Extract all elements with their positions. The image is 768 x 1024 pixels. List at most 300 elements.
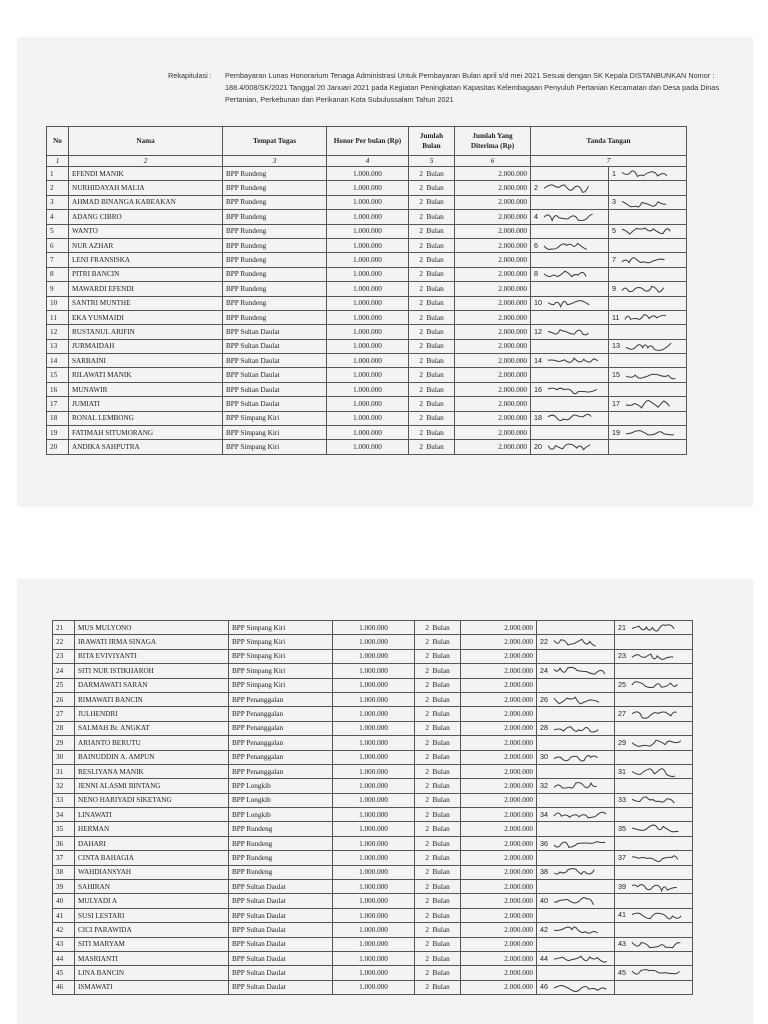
bulan-unit: Bulan bbox=[426, 313, 444, 322]
bulan-unit: Bulan bbox=[432, 882, 450, 891]
row-honor: 1.000.000 bbox=[327, 253, 409, 267]
signature-scribble bbox=[628, 967, 686, 979]
row-honor: 1.000.000 bbox=[333, 836, 415, 850]
signature-cell-left bbox=[531, 325, 609, 339]
row-no: 30 bbox=[53, 750, 75, 764]
row-honor: 1.000.000 bbox=[333, 937, 415, 951]
signature-cell-left bbox=[531, 296, 609, 310]
bulan-unit: Bulan bbox=[426, 256, 444, 265]
signature-cell-right bbox=[609, 368, 687, 382]
table-row bbox=[53, 664, 693, 678]
row-nama: JURMAIDAH bbox=[69, 339, 223, 353]
row-jumlah-diterima: 2.000.000 bbox=[455, 440, 531, 454]
header-jumlah-bulan: Jumlah Bulan bbox=[409, 127, 455, 156]
signature-scribble bbox=[628, 910, 686, 922]
row-honor: 1.000.000 bbox=[333, 649, 415, 663]
row-no: 32 bbox=[53, 779, 75, 793]
table-row bbox=[53, 851, 693, 865]
row-tempat-tugas: BPP Rundeng bbox=[223, 195, 327, 209]
col-index: 2 bbox=[69, 156, 223, 167]
signature-scribble bbox=[540, 211, 598, 223]
row-honor: 1.000.000 bbox=[327, 411, 409, 425]
col-index: 4 bbox=[327, 156, 409, 167]
signature-number: 6 bbox=[534, 240, 538, 250]
bulan-count: 2 bbox=[419, 313, 423, 322]
table-row bbox=[53, 923, 693, 937]
row-nama: SUSI LESTARI bbox=[75, 908, 229, 922]
row-jumlah-diterima: 2.000.000 bbox=[461, 951, 537, 965]
signature-cell-right bbox=[615, 937, 693, 951]
bulan-count: 2 bbox=[419, 198, 423, 207]
signature-number: 13 bbox=[612, 341, 620, 351]
signature-cell-left bbox=[531, 210, 609, 224]
bulan-count: 2 bbox=[419, 371, 423, 380]
table-row bbox=[47, 195, 687, 209]
row-honor: 1.000.000 bbox=[333, 764, 415, 778]
signature-cell-left bbox=[537, 808, 615, 822]
row-honor: 1.000.000 bbox=[327, 382, 409, 396]
signature-cell-right bbox=[615, 880, 693, 894]
signature-number: 41 bbox=[618, 910, 626, 920]
row-nama: HERMAN bbox=[75, 822, 229, 836]
signature-number: 31 bbox=[618, 766, 626, 776]
header-no: No bbox=[47, 127, 69, 156]
signature-cell-right bbox=[609, 426, 687, 440]
row-jumlah-bulan bbox=[415, 980, 461, 994]
signature-scribble bbox=[544, 326, 602, 338]
signature-cell-right bbox=[615, 808, 693, 822]
bulan-count: 2 bbox=[425, 724, 429, 733]
signature-scribble bbox=[628, 622, 686, 634]
row-nama: MUS MULYONO bbox=[75, 621, 229, 635]
signature-cell-left bbox=[537, 980, 615, 994]
signature-cell-right bbox=[609, 411, 687, 425]
row-tempat-tugas: BPP Simpang Kiri bbox=[223, 426, 327, 440]
signature-scribble bbox=[540, 268, 598, 280]
col-index: 7 bbox=[531, 156, 687, 167]
row-tempat-tugas: BPP Sultan Daulat bbox=[223, 397, 327, 411]
row-jumlah-diterima: 2.000.000 bbox=[461, 635, 537, 649]
row-jumlah-bulan bbox=[409, 325, 455, 339]
row-no: 46 bbox=[53, 980, 75, 994]
signature-scribble bbox=[622, 427, 680, 439]
bulan-count: 2 bbox=[425, 753, 429, 762]
row-jumlah-bulan bbox=[409, 368, 455, 382]
row-jumlah-diterima: 2.000.000 bbox=[455, 181, 531, 195]
signature-cell-right bbox=[615, 678, 693, 692]
row-nama: RESLIYANA MANIK bbox=[75, 764, 229, 778]
signature-cell-left bbox=[537, 822, 615, 836]
row-jumlah-diterima: 2.000.000 bbox=[461, 692, 537, 706]
table-row bbox=[47, 238, 687, 252]
signature-scribble bbox=[550, 866, 608, 878]
row-jumlah-bulan bbox=[415, 750, 461, 764]
table-row bbox=[53, 980, 693, 994]
row-jumlah-diterima: 2.000.000 bbox=[455, 310, 531, 324]
row-jumlah-diterima: 2.000.000 bbox=[455, 167, 531, 181]
signature-cell-right bbox=[609, 224, 687, 238]
row-nama: ADANG CIBRO bbox=[69, 210, 223, 224]
signature-scribble bbox=[544, 412, 602, 424]
row-nama: SITI NUR ISTIKHAROH bbox=[75, 664, 229, 678]
row-tempat-tugas: BPP Rundeng bbox=[229, 822, 333, 836]
signature-scribble bbox=[622, 398, 680, 410]
row-tempat-tugas: BPP Penanggalan bbox=[229, 764, 333, 778]
bulan-count: 2 bbox=[419, 399, 423, 408]
header-tanda-tangan: Tanda Tangan bbox=[531, 127, 687, 156]
row-jumlah-bulan bbox=[415, 822, 461, 836]
table-header-row bbox=[47, 127, 687, 156]
signature-number: 1 bbox=[612, 168, 616, 178]
row-jumlah-bulan bbox=[415, 621, 461, 635]
row-tempat-tugas: BPP Longkib bbox=[229, 779, 333, 793]
table-row bbox=[53, 822, 693, 836]
row-jumlah-bulan bbox=[415, 937, 461, 951]
row-tempat-tugas: BPP Sultan Daulat bbox=[223, 339, 327, 353]
row-honor: 1.000.000 bbox=[333, 635, 415, 649]
row-jumlah-diterima: 2.000.000 bbox=[461, 678, 537, 692]
bulan-count: 2 bbox=[419, 385, 423, 394]
table-row bbox=[47, 224, 687, 238]
signature-cell-right bbox=[609, 282, 687, 296]
signature-scribble bbox=[628, 651, 686, 663]
signature-number: 10 bbox=[534, 298, 542, 308]
table-row bbox=[47, 382, 687, 396]
signature-scribble bbox=[618, 283, 676, 295]
signature-cell-left bbox=[531, 354, 609, 368]
bulan-unit: Bulan bbox=[432, 839, 450, 848]
title-lead: Rekapitulasi : bbox=[168, 71, 212, 80]
bulan-unit: Bulan bbox=[432, 767, 450, 776]
row-nama: SAHIRAN bbox=[75, 880, 229, 894]
bulan-count: 2 bbox=[419, 356, 423, 365]
row-jumlah-diterima: 2.000.000 bbox=[461, 908, 537, 922]
row-tempat-tugas: BPP Simpang Kiri bbox=[229, 621, 333, 635]
row-jumlah-diterima: 2.000.000 bbox=[461, 937, 537, 951]
row-tempat-tugas: BPP Rundeng bbox=[223, 238, 327, 252]
bulan-unit: Bulan bbox=[432, 652, 450, 661]
bulan-unit: Bulan bbox=[432, 638, 450, 647]
bulan-count: 2 bbox=[425, 853, 429, 862]
row-honor: 1.000.000 bbox=[333, 951, 415, 965]
bulan-unit: Bulan bbox=[426, 270, 444, 279]
bulan-unit: Bulan bbox=[432, 681, 450, 690]
signature-number: 20 bbox=[534, 442, 542, 452]
row-no: 15 bbox=[47, 368, 69, 382]
signature-cell-right bbox=[615, 764, 693, 778]
bulan-unit: Bulan bbox=[426, 284, 444, 293]
row-no: 42 bbox=[53, 923, 75, 937]
row-jumlah-bulan bbox=[415, 851, 461, 865]
row-nama: JULHENDRI bbox=[75, 707, 229, 721]
bulan-unit: Bulan bbox=[432, 781, 450, 790]
row-tempat-tugas: BPP Rundeng bbox=[223, 181, 327, 195]
table-row bbox=[53, 707, 693, 721]
table-row bbox=[47, 181, 687, 195]
table-row bbox=[47, 325, 687, 339]
signature-cell-right bbox=[609, 382, 687, 396]
bulan-unit: Bulan bbox=[432, 666, 450, 675]
row-tempat-tugas: BPP Simpang Kiri bbox=[229, 649, 333, 663]
bulan-unit: Bulan bbox=[432, 710, 450, 719]
table-row bbox=[47, 368, 687, 382]
table-row bbox=[53, 908, 693, 922]
row-tempat-tugas: BPP Rundeng bbox=[229, 865, 333, 879]
signature-scribble bbox=[622, 340, 680, 352]
row-jumlah-diterima: 2.000.000 bbox=[461, 822, 537, 836]
table-row bbox=[53, 865, 693, 879]
row-nama: RIMAWATI BANCIN bbox=[75, 692, 229, 706]
row-honor: 1.000.000 bbox=[333, 980, 415, 994]
row-jumlah-diterima: 2.000.000 bbox=[461, 980, 537, 994]
row-nama: LINA BANCIN bbox=[75, 966, 229, 980]
bulan-count: 2 bbox=[419, 241, 423, 250]
signature-number: 2 bbox=[534, 183, 538, 193]
bulan-count: 2 bbox=[425, 695, 429, 704]
row-jumlah-diterima: 2.000.000 bbox=[455, 426, 531, 440]
signature-scribble bbox=[628, 766, 686, 778]
signature-number: 21 bbox=[618, 622, 626, 632]
signature-number: 23 bbox=[618, 651, 626, 661]
signature-cell-left bbox=[537, 880, 615, 894]
table-row bbox=[53, 721, 693, 735]
row-tempat-tugas: BPP Penanggalan bbox=[229, 750, 333, 764]
signature-number: 34 bbox=[540, 809, 548, 819]
row-nama: MAWARDI EFENDI bbox=[69, 282, 223, 296]
row-jumlah-diterima: 2.000.000 bbox=[461, 923, 537, 937]
bulan-count: 2 bbox=[425, 652, 429, 661]
signature-number: 22 bbox=[540, 637, 548, 647]
signature-cell-left bbox=[531, 181, 609, 195]
row-nama: WANTO bbox=[69, 224, 223, 238]
bulan-unit: Bulan bbox=[426, 227, 444, 236]
row-nama: NENO HARIYADI SIKETANG bbox=[75, 793, 229, 807]
table-row bbox=[47, 397, 687, 411]
table-row bbox=[53, 937, 693, 951]
signature-cell-right bbox=[615, 851, 693, 865]
row-no: 11 bbox=[47, 310, 69, 324]
signature-scribble bbox=[618, 168, 676, 180]
bulan-count: 2 bbox=[425, 666, 429, 675]
row-jumlah-diterima: 2.000.000 bbox=[461, 894, 537, 908]
row-nama: WAHDIANSYAH bbox=[75, 865, 229, 879]
row-jumlah-bulan bbox=[415, 779, 461, 793]
signature-scribble bbox=[618, 197, 676, 209]
signature-cell-right bbox=[615, 865, 693, 879]
row-nama: EKA YUSMAIDI bbox=[69, 310, 223, 324]
col-index: 1 bbox=[47, 156, 69, 167]
signature-number: 19 bbox=[612, 427, 620, 437]
bulan-count: 2 bbox=[425, 839, 429, 848]
bulan-unit: Bulan bbox=[426, 169, 444, 178]
row-jumlah-bulan bbox=[415, 908, 461, 922]
bulan-unit: Bulan bbox=[432, 954, 450, 963]
row-jumlah-bulan bbox=[409, 339, 455, 353]
signature-number: 24 bbox=[540, 665, 548, 675]
row-jumlah-bulan bbox=[409, 382, 455, 396]
signature-scribble bbox=[544, 355, 602, 367]
signature-cell-left bbox=[537, 908, 615, 922]
row-nama: CINTA BAHAGIA bbox=[75, 851, 229, 865]
row-no: 23 bbox=[53, 649, 75, 663]
row-tempat-tugas: BPP Sultan Daulat bbox=[229, 937, 333, 951]
signature-cell-right bbox=[615, 908, 693, 922]
row-no: 43 bbox=[53, 937, 75, 951]
row-jumlah-diterima: 2.000.000 bbox=[455, 210, 531, 224]
row-nama: LINAWATI bbox=[75, 808, 229, 822]
signature-cell-left bbox=[531, 426, 609, 440]
bulan-unit: Bulan bbox=[432, 796, 450, 805]
row-no: 41 bbox=[53, 908, 75, 922]
signature-cell-right bbox=[609, 210, 687, 224]
row-jumlah-diterima: 2.000.000 bbox=[455, 382, 531, 396]
row-no: 31 bbox=[53, 764, 75, 778]
row-jumlah-bulan bbox=[415, 692, 461, 706]
signature-cell-right bbox=[615, 721, 693, 735]
row-jumlah-bulan bbox=[415, 880, 461, 894]
bulan-unit: Bulan bbox=[426, 198, 444, 207]
row-no: 33 bbox=[53, 793, 75, 807]
row-tempat-tugas: BPP Penanggalan bbox=[229, 721, 333, 735]
row-nama: RITA EVIVIYANTI bbox=[75, 649, 229, 663]
row-no: 13 bbox=[47, 339, 69, 353]
bulan-count: 2 bbox=[419, 184, 423, 193]
row-jumlah-diterima: 2.000.000 bbox=[455, 354, 531, 368]
table-row bbox=[47, 440, 687, 454]
row-tempat-tugas: BPP Simpang Kiri bbox=[229, 664, 333, 678]
signature-cell-right bbox=[609, 296, 687, 310]
row-jumlah-bulan bbox=[415, 894, 461, 908]
table-row bbox=[47, 296, 687, 310]
row-honor: 1.000.000 bbox=[327, 267, 409, 281]
row-no: 5 bbox=[47, 224, 69, 238]
bulan-unit: Bulan bbox=[426, 371, 444, 380]
signature-cell-left bbox=[531, 382, 609, 396]
bulan-count: 2 bbox=[419, 428, 423, 437]
signature-scribble bbox=[628, 794, 686, 806]
row-nama: EFENDI MANIK bbox=[69, 167, 223, 181]
bulan-count: 2 bbox=[425, 868, 429, 877]
signature-cell-left bbox=[537, 621, 615, 635]
row-honor: 1.000.000 bbox=[333, 808, 415, 822]
signature-number: 27 bbox=[618, 708, 626, 718]
row-honor: 1.000.000 bbox=[327, 195, 409, 209]
row-honor: 1.000.000 bbox=[333, 894, 415, 908]
column-index-row bbox=[47, 156, 687, 167]
bulan-unit: Bulan bbox=[426, 443, 444, 452]
row-no: 37 bbox=[53, 851, 75, 865]
signature-number: 15 bbox=[612, 370, 620, 380]
row-honor: 1.000.000 bbox=[333, 750, 415, 764]
row-no: 22 bbox=[53, 635, 75, 649]
row-jumlah-diterima: 2.000.000 bbox=[455, 195, 531, 209]
row-tempat-tugas: BPP Penanggalan bbox=[229, 736, 333, 750]
signature-scribble bbox=[628, 938, 686, 950]
bulan-unit: Bulan bbox=[426, 428, 444, 437]
row-nama: RONAL LEMBONG bbox=[69, 411, 223, 425]
row-jumlah-diterima: 2.000.000 bbox=[455, 397, 531, 411]
row-jumlah-bulan bbox=[415, 951, 461, 965]
signature-cell-left bbox=[537, 793, 615, 807]
row-honor: 1.000.000 bbox=[333, 880, 415, 894]
signature-cell-left bbox=[531, 267, 609, 281]
row-nama: IRAWATI IRMA SINAGA bbox=[75, 635, 229, 649]
signature-cell-left bbox=[537, 721, 615, 735]
row-tempat-tugas: BPP Rundeng bbox=[223, 282, 327, 296]
row-tempat-tugas: BPP Sultan Daulat bbox=[229, 894, 333, 908]
bulan-unit: Bulan bbox=[426, 385, 444, 394]
row-honor: 1.000.000 bbox=[333, 621, 415, 635]
signature-scribble bbox=[550, 722, 608, 734]
signature-cell-right bbox=[609, 267, 687, 281]
bulan-count: 2 bbox=[425, 897, 429, 906]
row-jumlah-diterima: 2.000.000 bbox=[461, 764, 537, 778]
row-jumlah-bulan bbox=[409, 267, 455, 281]
table-row bbox=[53, 793, 693, 807]
row-nama: DARMAWATI SARAN bbox=[75, 678, 229, 692]
signature-cell-right bbox=[615, 664, 693, 678]
signature-number: 16 bbox=[534, 384, 542, 394]
row-jumlah-bulan bbox=[409, 181, 455, 195]
table-row bbox=[47, 426, 687, 440]
row-jumlah-diterima: 2.000.000 bbox=[455, 224, 531, 238]
signature-scribble bbox=[628, 852, 686, 864]
row-jumlah-diterima: 2.000.000 bbox=[455, 325, 531, 339]
row-no: 27 bbox=[53, 707, 75, 721]
row-honor: 1.000.000 bbox=[333, 736, 415, 750]
signature-cell-right bbox=[615, 793, 693, 807]
signature-cell-left bbox=[537, 678, 615, 692]
table-row bbox=[47, 167, 687, 181]
row-jumlah-bulan bbox=[409, 411, 455, 425]
bulan-count: 2 bbox=[419, 443, 423, 452]
row-no: 12 bbox=[47, 325, 69, 339]
signature-cell-right bbox=[615, 635, 693, 649]
signature-cell-left bbox=[537, 707, 615, 721]
signature-cell-left bbox=[531, 224, 609, 238]
signature-cell-right bbox=[615, 951, 693, 965]
row-honor: 1.000.000 bbox=[327, 368, 409, 382]
row-nama: MUNAWIR bbox=[69, 382, 223, 396]
row-tempat-tugas: BPP Rundeng bbox=[223, 210, 327, 224]
signature-number: 35 bbox=[618, 824, 626, 834]
row-no: 39 bbox=[53, 880, 75, 894]
row-no: 4 bbox=[47, 210, 69, 224]
row-nama: PITRI BANCIN bbox=[69, 267, 223, 281]
bulan-unit: Bulan bbox=[432, 724, 450, 733]
bulan-count: 2 bbox=[425, 781, 429, 790]
row-honor: 1.000.000 bbox=[333, 966, 415, 980]
row-jumlah-bulan bbox=[415, 635, 461, 649]
row-jumlah-bulan bbox=[409, 397, 455, 411]
signature-cell-right bbox=[615, 923, 693, 937]
bulan-count: 2 bbox=[419, 212, 423, 221]
signature-cell-left bbox=[531, 238, 609, 252]
bulan-unit: Bulan bbox=[432, 940, 450, 949]
row-no: 16 bbox=[47, 382, 69, 396]
signature-number: 4 bbox=[534, 211, 538, 221]
table-row bbox=[53, 951, 693, 965]
row-jumlah-bulan bbox=[415, 678, 461, 692]
signature-cell-right bbox=[609, 253, 687, 267]
row-jumlah-diterima: 2.000.000 bbox=[461, 621, 537, 635]
row-nama: LENI FRANSISKA bbox=[69, 253, 223, 267]
signature-cell-right bbox=[615, 649, 693, 663]
row-no: 45 bbox=[53, 966, 75, 980]
table-row bbox=[47, 411, 687, 425]
signature-scribble bbox=[628, 737, 686, 749]
row-jumlah-diterima: 2.000.000 bbox=[461, 779, 537, 793]
